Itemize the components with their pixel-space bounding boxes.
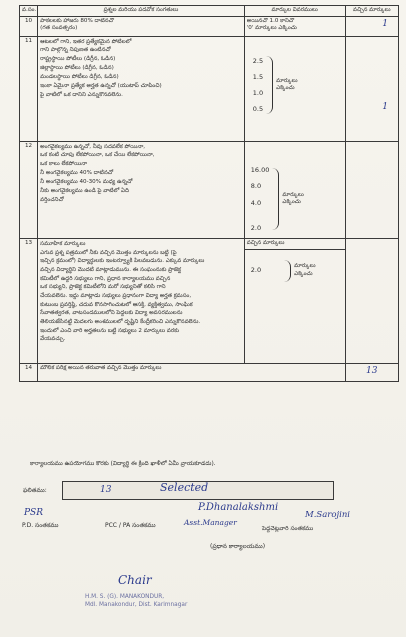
row-criteria: ఆటలలో గాని, ఇతర ప్రత్యేకమైన పోటిలలో గాని పాల్గొన్న నిపుణత ఉంటినచో రాష్ట్రస్థాయి పోటీలు (డిగ్రీన, ఓడిన) జిల్లాస్థాయి పోటీలు (డిగ్రీన, ఓడిన) మండలస్థాయి పోటీలు డిగ్రీన, ఓడిన) ఇంకా ఏమైనా ప్రత్యేక అర్హత ఉన్నచో (యుటాప్ చూపించి) పై వాటిలో ఒక దానిని ఎన్నుకొనవలెను.	[38, 36, 245, 141]
header-marks-detail: మార్కుల వివరములు	[244, 6, 345, 17]
row-criteria: పాకలలకు హాజరు 80% దాటినచో (గత సంవత్సరం)	[38, 16, 245, 36]
head-office-label: (ప్రధాన కార్యాలయము)	[210, 543, 266, 550]
row-serial: 13	[20, 239, 38, 364]
result-label: ఫలితము:	[23, 487, 47, 494]
row-serial: 10	[20, 16, 38, 36]
result-score: 13	[100, 485, 112, 495]
manager-signature: M.Sarojini	[305, 510, 351, 520]
awarded-mark: 1	[345, 16, 398, 36]
section-title: సమూహిక మార్కులు	[40, 241, 86, 248]
brace-mark	[266, 56, 273, 114]
table-row	[20, 364, 399, 382]
table-row	[20, 36, 399, 141]
pd-label: P.D. సంతకము	[22, 522, 59, 529]
awarded-mark: 1	[345, 36, 398, 141]
table-row	[20, 16, 399, 36]
office-use-note: కార్యాలయము ఉపయోగము కొరకు (విద్యార్థి ఈ క్రింది ఖాళీలో ఏమీ వ్రాయకూడదు).	[30, 461, 216, 467]
asst-manager-sign: Asst.Manager	[184, 518, 237, 527]
row-criteria: మౌలిక పరీక్ష అయిన తరువాత వచ్చిన మొత్తం మార్కులు	[38, 364, 345, 382]
row-serial: 14	[20, 364, 38, 382]
awarded-mark	[345, 141, 398, 239]
row-detail: 2.5 1.5 1.0 0.5 మార్కులు ఎక్కించు	[244, 36, 345, 141]
header-awarded: వచ్చిన మార్కులు	[345, 6, 398, 17]
row-serial: 12	[20, 141, 38, 239]
pcc-label: PCC / PA సంతకము	[105, 522, 156, 529]
awarded-total: 13	[345, 364, 398, 382]
table-row	[20, 239, 399, 364]
row-detail: 16.00 8.0 4.0 2.0 మార్కులు ఎక్కించు	[244, 141, 345, 239]
signature-suffix: పెద్దచెట్లవారి సంతకము	[262, 526, 314, 532]
result-status: Selected	[160, 481, 209, 494]
table-row	[20, 141, 399, 239]
table-header-row	[20, 6, 399, 17]
row-serial: 11	[20, 36, 38, 141]
row-detail: వచ్చిన మార్కులు 2.0 మార్కులు ఎక్కించు	[244, 239, 345, 364]
criteria-table	[19, 5, 399, 382]
row-criteria: సమూహిక మార్కులు ఎగువ ప్రశ్న పత్రములో నీకు వచ్చిన మొత్తం మార్కులను బట్టి (పై ఇచ్చిన క్రమంలో) విద్యార్థులకు ఇంటర్వ్యూకి పిలవబడును. ఎక్కువ మార్కులు వచ్చిన విద్యార్థిని మొదటి మాట్లాడుమును. ఈ సంఘంనుకు ప్రాజెక్ట కమిటీలో ఉద్దరి సభ్యులు గాని, ప్రధాన కార్యాలయము వచ్చిన ఒక సభ్యుని, ప్రాజెక్ట కమిటీలోని మరో సభ్యునితో కలిసి గాని చేయవలెను. ఇద్దు మాట్లాడు సభ్యులు ప్రధానంగా విద్యా అర్హత క్రమసం, కుటుంబ ప్రవర్తిష్ఠి, చదువ కొనసాగించుటలో ఆసక్తి, వ్యక్తిత్వము, సాంఘిక సేవాతత్వరత, వాటసందములలోని పెద్దలకు విద్యా అవసరములను తెలియజేసినట్టి మెదలగు అంశములలో దృష్టిని కేంద్రీకరించి ఎన్నుకొనవలెను. ఇందులో ఎంచి వారి అర్హతలను బట్టి సభ్యులు 2 మార్కులు వరకు వేయవచ్చు.	[38, 239, 245, 364]
pd-signature: PSR	[24, 508, 43, 518]
asst-signature: P.Dhanalakshmi	[198, 502, 279, 513]
awarded-mark	[345, 239, 398, 364]
brace-mark	[272, 168, 279, 230]
header-serial: వ.సం.	[20, 6, 38, 17]
bottom-signature: Chair	[118, 573, 152, 587]
header-criteria: ప్రశ్నల మరియు పదవోక సంగతులు	[38, 6, 245, 17]
row-criteria: అంగవైకల్యము ఉన్నచో, నీవు సదవలేక పోయినా, ఒక కంటి చూపు లేకపోయినా, ఒక చేయి లేకపోయినా, ఒక కాలు లేకపోయినా నీ అంగవైకల్యము 40% దాటినచో నీ అంగవైకల్యము 40-30% మధ్య ఉన్నచో నీకు అంగవైకల్యము ఉండి పై వాటిలో ఏది వర్తించనిచో	[38, 141, 245, 239]
row-detail: అయినచో 1.0 కానిచో '0' మార్కులు ఎక్కించు	[244, 16, 345, 36]
school-stamp: H.M. S. (G). MANAKONDUR, Mdl. Manakondur, Dist. Karimnagar	[85, 594, 188, 608]
brace-mark	[284, 260, 291, 282]
